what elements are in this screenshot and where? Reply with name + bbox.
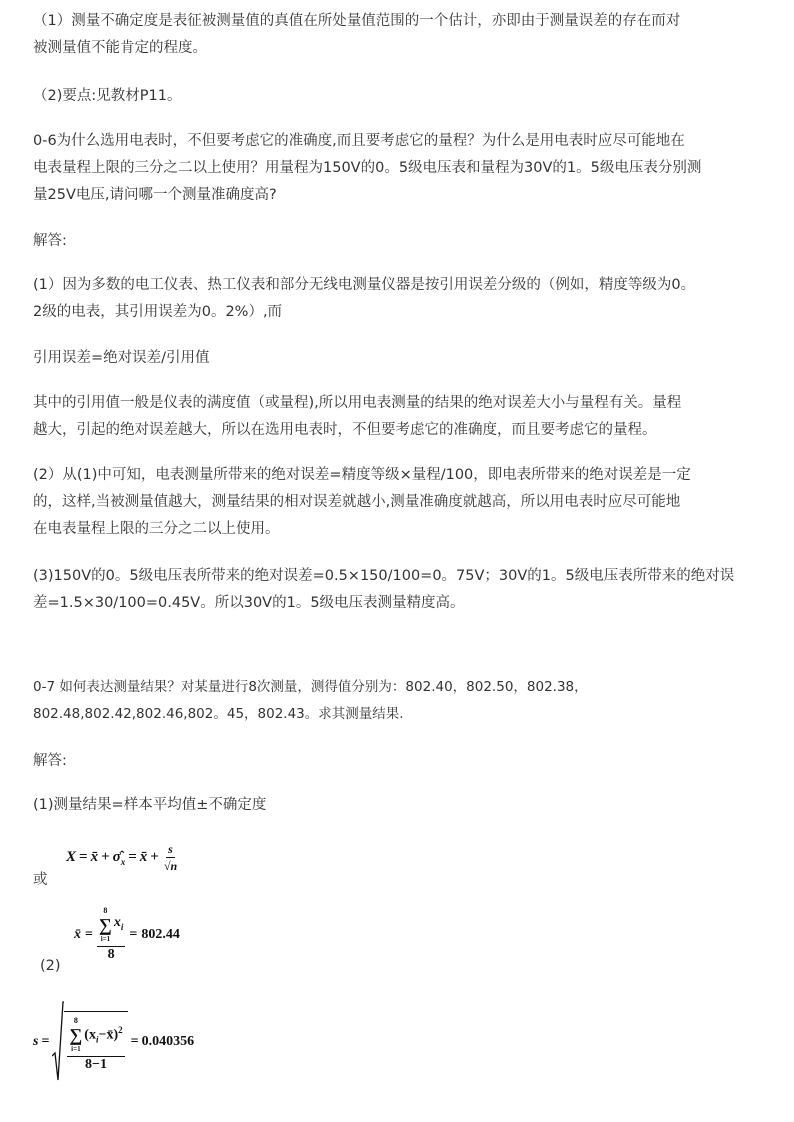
reference-error-formula bbox=[33, 345, 761, 372]
measurement-result-statement bbox=[33, 792, 761, 819]
text-line: (2）从(1)中可知，电表测量所带来的绝对误差=精度等级×量程/100，即电表所带来的绝对误差是一定 bbox=[33, 467, 691, 483]
formula-fraction bbox=[97, 906, 125, 963]
formula-symbol: x̄ bbox=[74, 926, 81, 942]
or-label: 或 bbox=[33, 872, 48, 888]
question-0-6 bbox=[33, 128, 761, 209]
fraction-denominator: 8−1 bbox=[85, 1057, 108, 1072]
text-line: (1)测量结果=样本平均值±不确定度 bbox=[33, 797, 267, 813]
formula-sample-mean bbox=[74, 906, 180, 963]
formula-fraction bbox=[67, 1016, 124, 1073]
text-line: (3)150V的0。5级电压表所带来的绝对误差=0.5×150/100=0。75V；30V的1。5级电压表所带来的绝对误 bbox=[33, 568, 735, 584]
text-line: (1）因为多数的电工仪表、热工仪表和部分无线电测量仪器是按引用误差分级的（例如，精度等级为0。 bbox=[33, 277, 696, 293]
sum-lower-limit: i=1 bbox=[71, 1045, 81, 1053]
formula-symbol: + bbox=[101, 849, 110, 865]
answer-heading-2 bbox=[33, 748, 761, 775]
formula-fraction bbox=[162, 841, 179, 874]
answer-part-3 bbox=[33, 563, 761, 617]
formula-symbol: = bbox=[85, 926, 93, 942]
text-line: 的，这样,当被测量值越大，测量结果的相对误差就越小,测量准确度就越高，所以用电表时应尽可能地 bbox=[33, 494, 681, 510]
text-line: （1）测量不确定度是表征被测量值的真值在所处量值范围的一个估计，亦即由于测量误差的存在而对 bbox=[33, 13, 681, 29]
text-line: 其中的引用值一般是仪表的满度值（或量程),所以用电表测量的结果的绝对误差大小与量程有关。量程 bbox=[33, 395, 682, 411]
text-line: 电表量程上限的三分之二以上使用？用量程为150V的0。5级电压表和量程为30V的1。5级电压表分别测 bbox=[33, 160, 702, 176]
formula-symbol: = bbox=[41, 1034, 50, 1049]
sum-upper-limit: 8 bbox=[103, 906, 108, 915]
sum-upper-limit: 8 bbox=[73, 1016, 78, 1025]
text-line: 越大，引起的绝对误差越大，所以在选用电表时，不但要考虑它的准确度，而且要考虑它的量程。 bbox=[33, 422, 657, 438]
sqrt-radical-icon bbox=[52, 1000, 64, 1084]
text-line: 0-7 如何表达测量结果？对某量进行8次测量，测得值分别为：802.40，802.50，802.38， bbox=[33, 679, 588, 695]
question-0-7 bbox=[33, 674, 761, 728]
answer-explanation bbox=[33, 390, 761, 444]
text-line: 2级的电表，其引用误差为0。2%）,而 bbox=[33, 304, 283, 320]
text-line: 引用误差=绝对误差/引用值 bbox=[33, 350, 210, 366]
formula-symbol: σ̂ bbox=[112, 848, 121, 865]
formula-symbol: s bbox=[33, 1034, 39, 1049]
paragraph-key-points bbox=[33, 83, 761, 110]
formula-superscript: 2 bbox=[118, 1025, 123, 1036]
formula-symbol: = bbox=[129, 926, 138, 942]
formula-symbol: x̄ bbox=[139, 849, 148, 865]
text-line: 0-6为什么选用电表时，不但要考虑它的准确度,而且要考虑它的量程？为什么是用电表时应尽可能地在 bbox=[33, 133, 685, 149]
formula-subscript: i bbox=[95, 1034, 99, 1045]
text-line: （2)要点:见教材P11。 bbox=[33, 88, 182, 104]
formula-symbol: (x bbox=[84, 1027, 96, 1043]
formula-symbol: −x̄) bbox=[98, 1027, 119, 1043]
formula-measurement-result bbox=[66, 841, 179, 874]
text-line: 解答: bbox=[33, 753, 67, 769]
sum-symbol: ∑ bbox=[98, 915, 112, 935]
text-line: 量25V电压,请问哪一个测量准确度高? bbox=[33, 187, 277, 203]
text-line: 802.48,802.42,802.46,802。45，802.43。求其测量结果. bbox=[33, 706, 404, 722]
text-line: 被测量值不能肯定的程度。 bbox=[33, 40, 207, 56]
formula-subscript: i bbox=[120, 921, 124, 932]
answer-part-1 bbox=[33, 272, 761, 326]
sum-symbol: ∑ bbox=[69, 1025, 83, 1045]
formula-standard-deviation bbox=[33, 1000, 194, 1084]
standard-deviation-value: 0.040356 bbox=[141, 1034, 195, 1049]
formula-symbol: x̄ bbox=[90, 849, 99, 865]
text-line: 解答: bbox=[33, 233, 67, 249]
formula-symbol: = bbox=[130, 1034, 139, 1049]
answer-heading-1 bbox=[33, 228, 761, 255]
formula-symbol: x bbox=[113, 915, 121, 931]
mean-value: 802.44 bbox=[141, 926, 180, 942]
text-line: 在电表量程上限的三分之二以上使用。 bbox=[33, 521, 280, 537]
formula-symbol: = bbox=[128, 849, 137, 865]
formula-symbol: = bbox=[79, 849, 88, 865]
text-line: 差=1.5×30/100=0.45V。所以30V的1。5级电压表测量精度高。 bbox=[33, 595, 465, 611]
fraction-denominator: 8 bbox=[107, 947, 115, 962]
part-2-label: (2) bbox=[40, 958, 61, 974]
paragraph-uncertainty-definition bbox=[33, 8, 761, 62]
formula-symbol: + bbox=[150, 849, 159, 865]
formula-symbol: X bbox=[66, 849, 77, 865]
formula-subscript: x bbox=[120, 856, 126, 867]
sum-lower-limit: i=1 bbox=[100, 935, 111, 943]
fraction-denominator: √n bbox=[163, 859, 178, 873]
answer-part-2 bbox=[33, 462, 761, 543]
fraction-numerator: s bbox=[168, 842, 173, 856]
